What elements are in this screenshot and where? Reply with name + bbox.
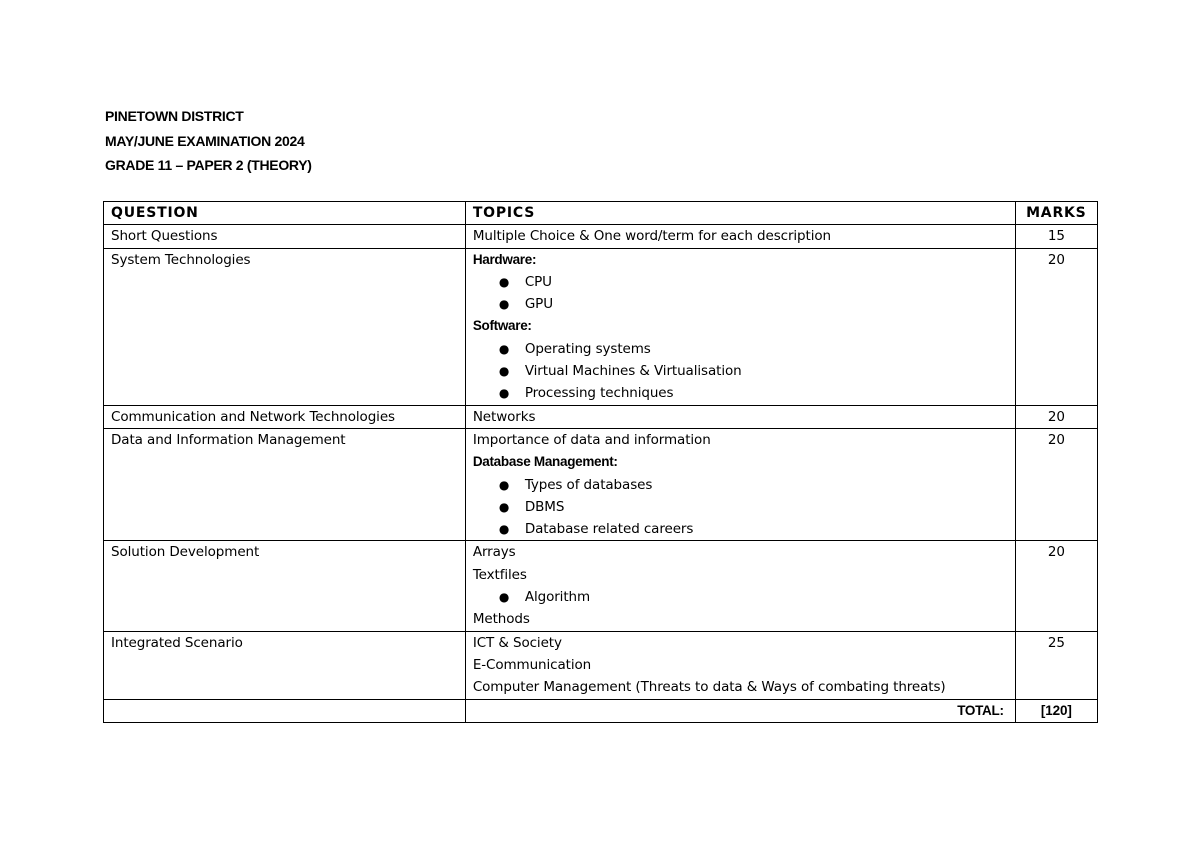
topic-subheading: Software: <box>472 318 532 334</box>
column-header-question: QUESTION <box>104 202 466 225</box>
topic-bullet-item <box>473 496 1015 518</box>
column-header-topics: TOPICS <box>465 202 1015 225</box>
topic-text: Networks <box>472 408 536 425</box>
marks-cell: 15 <box>1015 225 1097 248</box>
topic-text: Multiple Choice & One word/term for each description <box>472 228 831 245</box>
exam-topics-table <box>103 201 1098 723</box>
topics-cell <box>465 631 1015 699</box>
topic-text: Importance of data and information <box>472 431 711 448</box>
topic-text: Methods <box>472 611 530 628</box>
bullet-icon: ● <box>498 364 510 379</box>
topic-bullet-item <box>473 293 1015 315</box>
topic-bullet-text: CPU <box>524 273 552 290</box>
marks-cell: 20 <box>1015 541 1097 631</box>
marks-cell: 20 <box>1015 405 1097 428</box>
paper-title: GRADE 11 – PAPER 2 (THEORY) <box>105 157 312 173</box>
bullet-icon: ● <box>498 590 510 605</box>
table-row <box>104 225 1098 248</box>
topics-cell <box>465 405 1015 428</box>
question-cell: Data and Information Management <box>104 428 466 540</box>
total-row <box>104 699 1098 722</box>
table-header-row <box>104 202 1098 225</box>
topics-cell <box>465 248 1015 405</box>
topics-cell <box>465 428 1015 540</box>
topic-bullet-item <box>473 271 1015 293</box>
topic-bullet-item <box>473 338 1015 360</box>
topic-subheading: Database Management: <box>472 454 618 470</box>
table-row <box>104 631 1098 699</box>
bullet-icon: ● <box>498 297 510 312</box>
question-cell: Solution Development <box>104 541 466 631</box>
total-empty-cell <box>104 699 466 722</box>
question-cell: Communication and Network Technologies <box>104 405 466 428</box>
topic-bullet-item <box>473 474 1015 496</box>
marks-cell: 20 <box>1015 248 1097 405</box>
exam-title: MAY/JUNE EXAMINATION 2024 <box>105 132 305 149</box>
bullet-icon: ● <box>498 341 510 356</box>
topics-cell <box>465 541 1015 631</box>
topic-bullet-text: Processing techniques <box>524 385 674 402</box>
column-header-marks: MARKS <box>1015 202 1097 225</box>
topic-text: Arrays <box>472 544 516 561</box>
document-header <box>105 104 312 178</box>
topic-bullet-text: Database related careers <box>524 521 694 538</box>
table-row <box>104 541 1098 631</box>
topic-bullet-item <box>473 586 1015 608</box>
topic-bullet-item <box>473 360 1015 382</box>
question-cell: Short Questions <box>104 225 466 248</box>
total-label: TOTAL: <box>465 699 1015 722</box>
table-body <box>104 225 1098 699</box>
topic-text: E-Communication <box>472 656 592 673</box>
topic-bullet-text: Virtual Machines & Virtualisation <box>524 363 742 380</box>
table-row <box>104 428 1098 540</box>
topic-bullet-text: GPU <box>524 296 553 313</box>
marks-cell: 25 <box>1015 631 1097 699</box>
table-row <box>104 248 1098 405</box>
bullet-icon: ● <box>498 477 510 492</box>
total-value: [120] <box>1015 699 1097 722</box>
topic-subheading: Hardware: <box>472 251 537 267</box>
bullet-icon: ● <box>498 522 510 537</box>
topic-bullet-text: DBMS <box>524 498 565 515</box>
topic-bullet-text: Operating systems <box>524 340 651 357</box>
district-title: PINETOWN DISTRICT <box>105 108 244 124</box>
topic-text: Textfiles <box>472 566 527 583</box>
table-row <box>104 405 1098 428</box>
bullet-icon: ● <box>498 274 510 289</box>
topic-bullet-list <box>473 338 1015 405</box>
topic-text: Computer Management (Threats to data & Ways of combating threats) <box>472 679 946 696</box>
topic-bullet-list <box>473 586 1015 608</box>
topic-bullet-text: Algorithm <box>524 589 591 606</box>
bullet-icon: ● <box>498 386 510 401</box>
topic-bullet-item <box>473 518 1015 540</box>
topic-bullet-list <box>473 474 1015 541</box>
topic-bullet-item <box>473 382 1015 404</box>
question-cell: Integrated Scenario <box>104 631 466 699</box>
topics-cell <box>465 225 1015 248</box>
topic-text: ICT & Society <box>472 634 562 651</box>
question-cell: System Technologies <box>104 248 466 405</box>
topic-bullet-list <box>473 271 1015 316</box>
bullet-icon: ● <box>498 499 510 514</box>
topic-bullet-text: Types of databases <box>524 476 653 493</box>
marks-cell: 20 <box>1015 428 1097 540</box>
